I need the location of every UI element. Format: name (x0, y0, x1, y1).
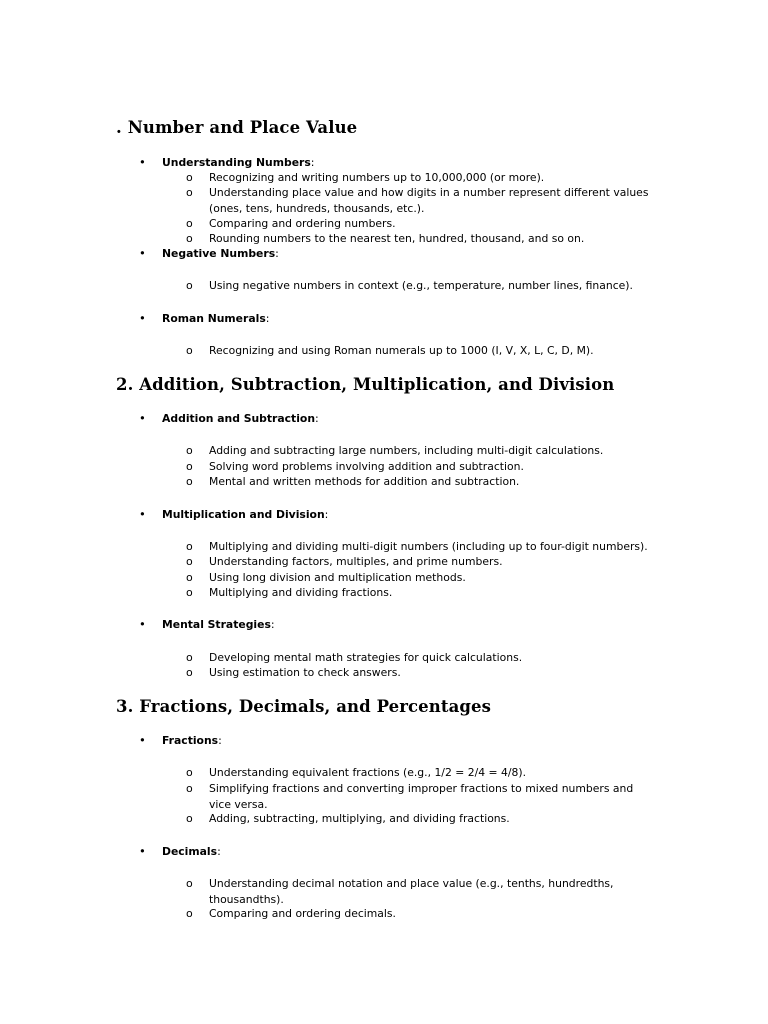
sub-bullet-marker: o (186, 651, 193, 664)
list-item: Solving word problems involving addition and subtraction. (209, 460, 524, 473)
list-item: Understanding equivalent fractions (e.g., 1/2 = 2/4 = 4/8). (209, 766, 527, 779)
group-label: Negative Numbers: (162, 247, 279, 260)
sub-bullet-marker: o (186, 766, 193, 779)
list-item: Understanding decimal notation and place value (e.g., tenths, hundredths, thousandths). (209, 877, 614, 906)
section-heading-2: 2. Addition, Subtraction, Multiplication, and Division (116, 375, 615, 394)
group-label: Mental Strategies: (162, 618, 275, 631)
list-item: Using long division and multiplication methods. (209, 571, 466, 584)
list-item: Multiplying and dividing fractions. (209, 586, 393, 599)
list-item: Recognizing and using Roman numerals up to 1000 (I, V, X, L, C, D, M). (209, 344, 594, 357)
list-item: Developing mental math strategies for quick calculations. (209, 651, 523, 664)
list-item: Rounding numbers to the nearest ten, hundred, thousand, and so on. (209, 232, 585, 245)
bullet-marker: • (139, 844, 146, 858)
section-heading-1: . Number and Place Value (116, 118, 358, 137)
sub-bullet-marker: o (186, 555, 193, 568)
list-item: Comparing and ordering numbers. (209, 217, 396, 230)
list-item: Using estimation to check answers. (209, 666, 401, 679)
sub-bullet-marker: o (186, 444, 193, 457)
list-item: Multiplying and dividing multi-digit numbers (including up to four-digit numbers). (209, 540, 648, 553)
sub-bullet-marker: o (186, 217, 193, 230)
group-label: Multiplication and Division: (162, 508, 329, 521)
sub-bullet-marker: o (186, 812, 193, 825)
list-item: Comparing and ordering decimals. (209, 907, 396, 920)
bullet-marker: • (139, 246, 146, 260)
sub-bullet-marker: o (186, 186, 193, 199)
group-label: Roman Numerals: (162, 312, 270, 325)
sub-bullet-marker: o (186, 344, 193, 357)
group-label: Understanding Numbers: (162, 156, 315, 169)
bullet-marker: • (139, 507, 146, 521)
list-item: Mental and written methods for addition and subtraction. (209, 475, 520, 488)
sub-bullet-marker: o (186, 232, 193, 245)
sub-bullet-marker: o (186, 540, 193, 553)
bullet-marker: • (139, 155, 146, 169)
bullet-marker: • (139, 617, 146, 631)
group-label: Decimals: (162, 845, 221, 858)
sub-bullet-marker: o (186, 782, 193, 795)
list-item: Using negative numbers in context (e.g., temperature, number lines, finance). (209, 279, 633, 292)
sub-bullet-marker: o (186, 279, 193, 292)
bullet-marker: • (139, 411, 146, 425)
list-item: Understanding factors, multiples, and prime numbers. (209, 555, 503, 568)
list-item: Adding, subtracting, multiplying, and dividing fractions. (209, 812, 510, 825)
sub-bullet-marker: o (186, 460, 193, 473)
bullet-marker: • (139, 311, 146, 325)
section-heading-3: 3. Fractions, Decimals, and Percentages (116, 697, 492, 716)
group-label: Addition and Subtraction: (162, 412, 319, 425)
sub-bullet-marker: o (186, 666, 193, 679)
sub-bullet-marker: o (186, 877, 193, 890)
bullet-marker: • (139, 733, 146, 747)
list-item: Simplifying fractions and converting improper fractions to mixed numbers and vice versa. (209, 782, 634, 811)
list-item: Understanding place value and how digits in a number represent different values (ones, tens, hundreds, thousands, etc.). (209, 186, 649, 215)
sub-bullet-marker: o (186, 907, 193, 920)
list-item: Recognizing and writing numbers up to 10,000,000 (or more). (209, 171, 545, 184)
sub-bullet-marker: o (186, 571, 193, 584)
sub-bullet-marker: o (186, 475, 193, 488)
sub-bullet-marker: o (186, 171, 193, 184)
group-label: Fractions: (162, 734, 222, 747)
list-item: Adding and subtracting large numbers, including multi-digit calculations. (209, 444, 604, 457)
sub-bullet-marker: o (186, 586, 193, 599)
